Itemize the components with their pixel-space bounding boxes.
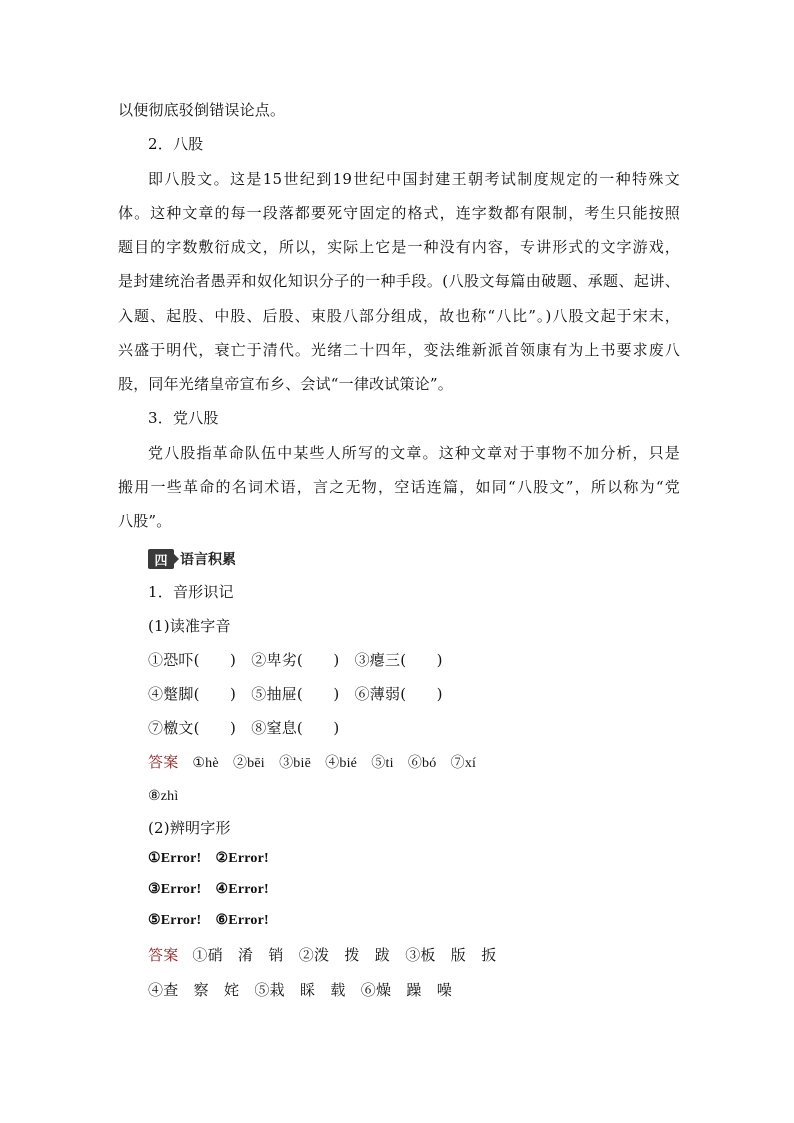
answer-line: ④查 察 姹 ⑤栽 睬 载 ⑥燥 躁 噪 [148, 981, 453, 999]
paragraph-line: 体。这种文章的每一段落都要死守固定的格式，连字数都有限制，考生只能按照 [118, 204, 680, 222]
paragraph-line: 即八股文。这是15世纪到19世纪中国封建王朝考试制度规定的一种特殊文 [148, 170, 680, 188]
answer-text: ⑧zhì [148, 789, 179, 804]
answer-label: 答案 [148, 946, 179, 964]
heading-baguwen: 2．八股 [148, 135, 204, 153]
paragraph-line: 兴盛于明代，衰亡于清代。光绪二十四年，变法维新派首领康有为上书要求废八 [118, 341, 680, 359]
paragraph-line: 搬用一些革命的名词术语，言之无物，空话连篇，如同“八股文”，所以称为“党 [118, 478, 680, 496]
answer-line [148, 945, 680, 965]
paragraph-line: 党八股指革命队伍中某些人所写的文章。这种文章对于事物不加分析，只是 [148, 444, 680, 462]
error-line: ①Error! ②Error! [148, 851, 269, 866]
subheading-characters: (2)辨明字形 [148, 819, 231, 837]
answer-label: 答案 [148, 753, 179, 771]
error-line: ⑤Error! ⑥Error! [148, 913, 269, 928]
answer-line [148, 752, 680, 774]
question-line: ④蹩脚( ) ⑤抽屉( ) ⑥薄弱( ) [148, 685, 443, 703]
paragraph-line: 股，同年光绪皇帝宣布乡、会试“一律改试策论”。 [118, 375, 453, 393]
section-title: 语言积累 [180, 552, 236, 568]
answer-text: ①硝 淆 销 ②泼 拨 跋 ③板 版 扳 [192, 946, 497, 964]
paragraph-line: 题目的字数敷衍成文，所以，实际上它是一种没有内容，专讲形式的文字游戏， [118, 238, 680, 256]
paragraph-line: 八股”。 [118, 512, 172, 530]
subheading-pronunciation: (1)读准字音 [148, 617, 231, 635]
answer-line [148, 785, 680, 807]
vocab-heading: 1．音形识记 [148, 583, 234, 601]
paragraph-line: 入题、起股、中股、后股、束股八部分组成，故也称“八比”。)八股文起于宋末， [118, 307, 680, 325]
answer-text: ①hè ②bēi ③biē ④bié ⑤ti ⑥bó ⑦xí [192, 756, 477, 771]
section-badge: 四 [148, 549, 174, 569]
question-line: ⑦檄文( ) ⑧窒息( ) [148, 719, 340, 737]
error-line: ③Error! ④Error! [148, 882, 269, 897]
paragraph-line: 以便彻底驳倒错误论点。 [118, 101, 286, 119]
heading-dang-bagu: 3．党八股 [148, 409, 219, 427]
section-header [148, 548, 236, 570]
paragraph-line: 是封建统治者愚弄和奴化知识分子的一种手段。(八股文每篇由破题、承题、起讲、 [118, 272, 680, 290]
question-line: ①恐吓( ) ②卑劣( ) ③瘪三( ) [148, 651, 443, 669]
